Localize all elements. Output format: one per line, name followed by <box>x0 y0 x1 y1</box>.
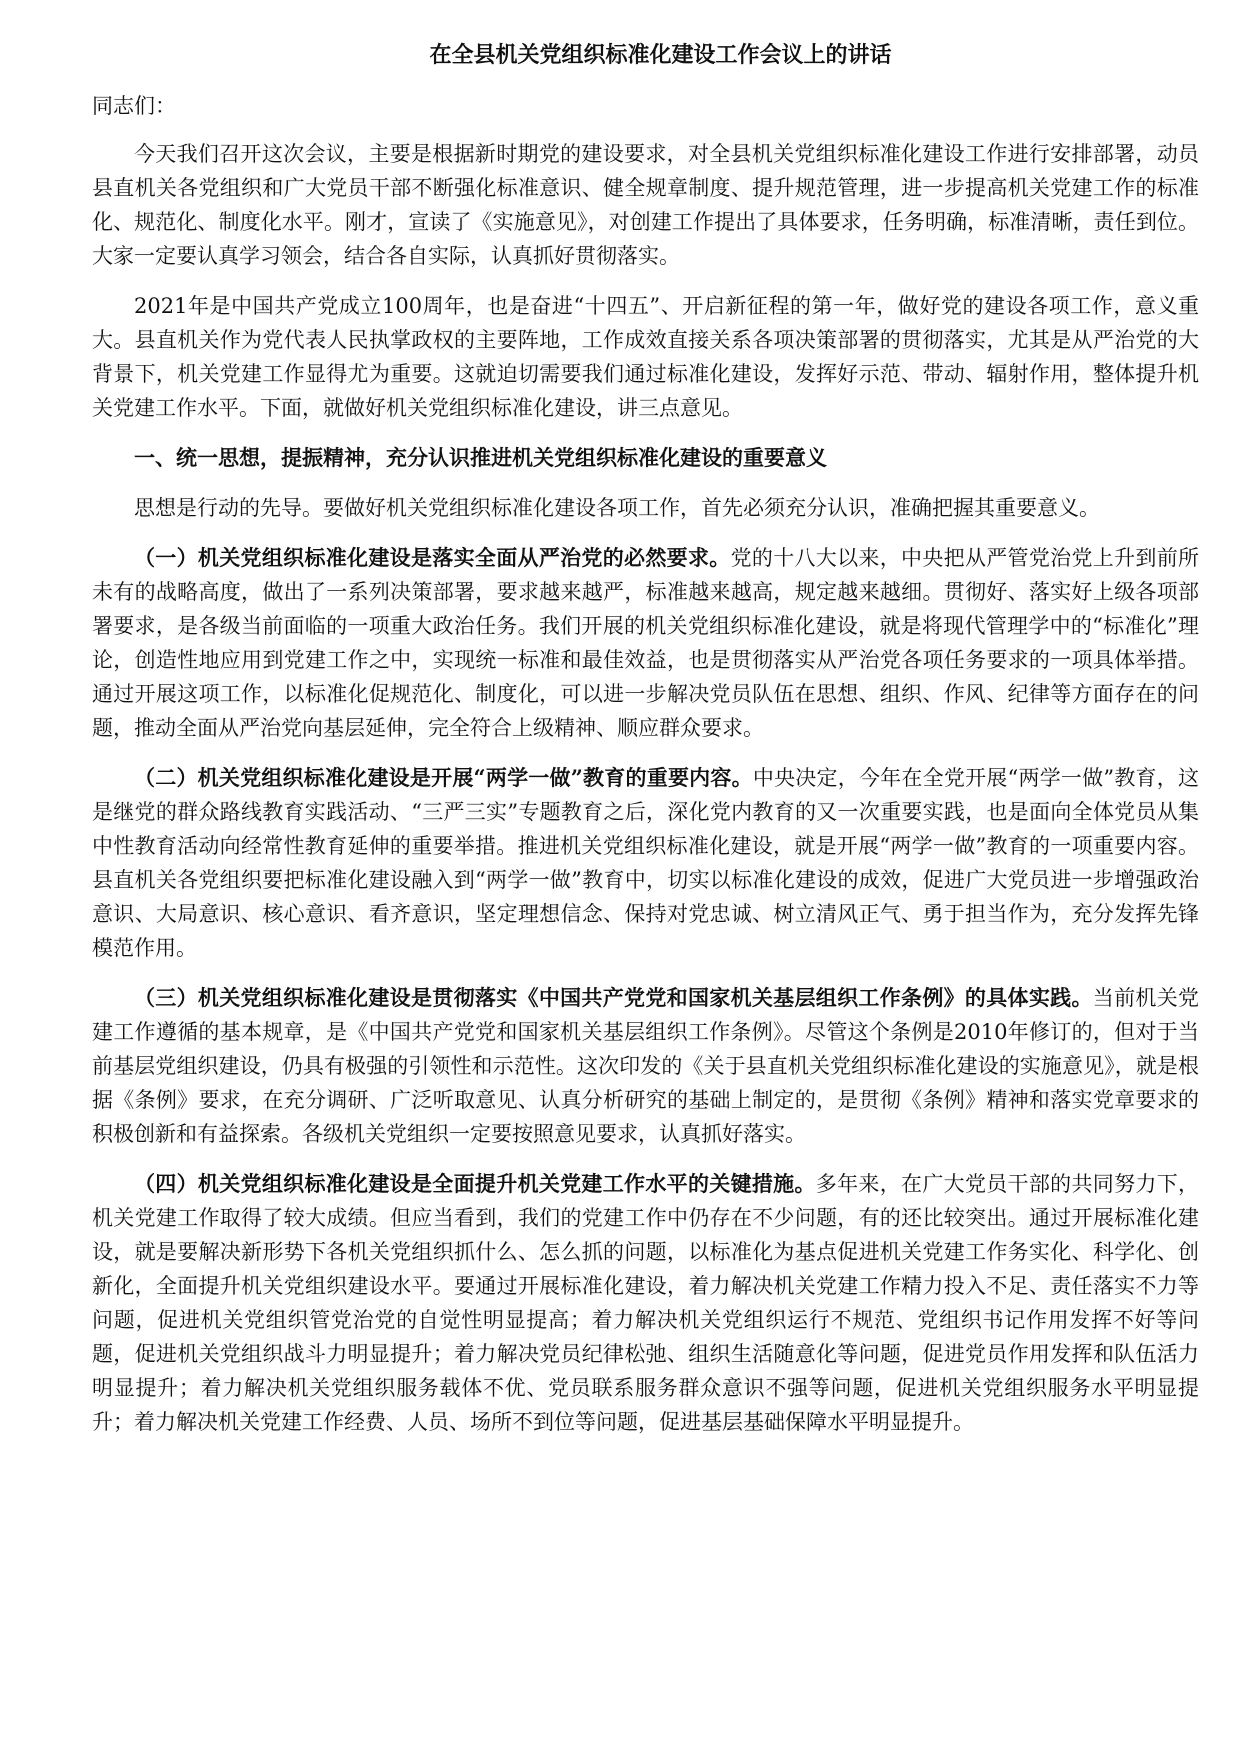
point-body-2: 中央决定，今年在全党开展“两学一做”教育，这是继党的群众路线教育实践活动、“三严三实”专题教育之后，深化党内教育的又一次重要实践，也是面向全体党员从集中性教育活动向经常性教育延伸的重要举措。推进机关党组织标准化建设，就是开展“两学一做”教育的一项重要内容。县直机关各党组织要把标准化建设融入到“两学一做”教育中，切实以标准化建设的成效，促进广大党员进一步增强政治意识、大局意识、核心意识、看齐意识，坚定理想信念、保持对党忠诚、树立清风正气、勇于担当作为，充分发挥先锋模范作用。 <box>92 766 1199 960</box>
section-heading-1: 一、统一思想，提振精神，充分认识推进机关党组织标准化建设的重要意义 <box>134 445 827 470</box>
point-paragraph-2 <box>92 761 1199 965</box>
salutation: 同志们： <box>92 94 176 118</box>
point-paragraph-4 <box>92 1167 1199 1439</box>
point-lead-4: （四）机关党组织标准化建设是全面提升机关党建工作水平的关键措施。 <box>134 1171 816 1196</box>
point-lead-1: （一）机关党组织标准化建设是落实全面从严治党的必然要求。 <box>134 545 731 570</box>
point-lead-2: （二）机关党组织标准化建设是开展“两学一做”教育的重要内容。 <box>134 765 753 790</box>
point-body-4: 多年来，在广大党员干部的共同努力下，机关党建工作取得了较大成绩。但应当看到，我们的党建工作中仍存在不少问题，有的还比较突出。通过开展标准化建设，就是要解决新形势下各机关党组织抓什么、怎么抓的问题，以标准化为基点促进机关党建工作务实化、科学化、创新化，全面提升机关党组织建设水平。要通过开展标准化建设，着力解决机关党建工作精力投入不足、责任落实不力等问题，促进机关党组织管党治党的自觉性明显提高；着力解决机关党组织运行不规范、党组织书记作用发挥不好等问题，促进机关党组织战斗力明显提升；着力解决党员纪律松弛、组织生活随意化等问题，促进党员作用发挥和队伍活力明显提升；着力解决机关党组织服务载体不优、党员联系服务群众意识不强等问题，促进机关党组织服务水平明显提升；着力解决机关党建工作经费、人员、场所不到位等问题，促进基层基础保障水平明显提升。 <box>92 1172 1199 1434</box>
point-paragraph-3 <box>92 981 1199 1151</box>
point-lead-3: （三）机关党组织标准化建设是贯彻落实《中国共产党党和国家机关基层组织工作条例》的具体实践。 <box>134 985 1093 1010</box>
point-body-3: 当前机关党建工作遵循的基本规章，是《中国共产党党和国家机关基层组织工作条例》。尽管这个条例是2010年修订的，但对于当前基层党组织建设，仍具有极强的引领性和示范性。这次印发的《关于县直机关党组织标准化建设的实施意见》，就是根据《条例》要求，在充分调研、广泛听取意见、认真分析研究的基础上制定的，是贯彻《条例》精神和落实党章要求的积极创新和有益探索。各级机关党组织一定要按照意见要求，认真抓好落实。 <box>92 986 1200 1146</box>
point-body-1: 党的十八大以来，中央把从严管党治党上升到前所未有的战略高度，做出了一系列决策部署，要求越来越严，标准越来越高，规定越来越细。贯彻好、落实好上级各项部署要求，是各级当前面临的一项重大政治任务。我们开展的机关党组织标准化建设，就是将现代管理学中的“标准化”理论，创造性地应用到党建工作之中，实现统一标准和最佳效益，也是贯彻落实从严治党各项任务要求的一项具体举措。通过开展这项工作，以标准化促规范化、制度化，可以进一步解决党员队伍在思想、组织、作风、纪律等方面存在的问题，推动全面从严治党向基层延伸，完全符合上级精神、顺应群众要求。 <box>92 546 1200 740</box>
document-title: 在全县机关党组织标准化建设工作会议上的讲话 <box>429 42 892 68</box>
intro-paragraph-1: 今天我们召开这次会议，主要是根据新时期党的建设要求，对全县机关党组织标准化建设工作进行安排部署，动员县直机关各党组织和广大党员干部不断强化标准意识、健全规章制度、提升规范管理，进一步提高机关党建工作的标准化、规范化、制度化水平。刚才，宣读了《实施意见》，对创建工作提出了具体要求，任务明确，标准清晰，责任到位。大家一定要认真学习领会，结合各自实际，认真抓好贯彻落实。 <box>92 142 1199 268</box>
point-paragraph-1 <box>92 541 1199 745</box>
intro-paragraph-2: 2021年是中国共产党成立100周年，也是奋进“十四五”、开启新征程的第一年，做好党的建设各项工作，意义重大。县直机关作为党代表人民执掌政权的主要阵地，工作成效直接关系各项决策部署的贯彻落实，尤其是从严治党的大背景下，机关党建工作显得尤为重要。这就迫切需要我们通过标准化建设，发挥好示范、带动、辐射作用，整体提升机关党建工作水平。下面，就做好机关党组织标准化建设，讲三点意见。 <box>92 294 1199 420</box>
section-1-intro: 思想是行动的先导。要做好机关党组织标准化建设各项工作，首先必须充分认识，准确把握其重要意义。 <box>134 496 1100 520</box>
